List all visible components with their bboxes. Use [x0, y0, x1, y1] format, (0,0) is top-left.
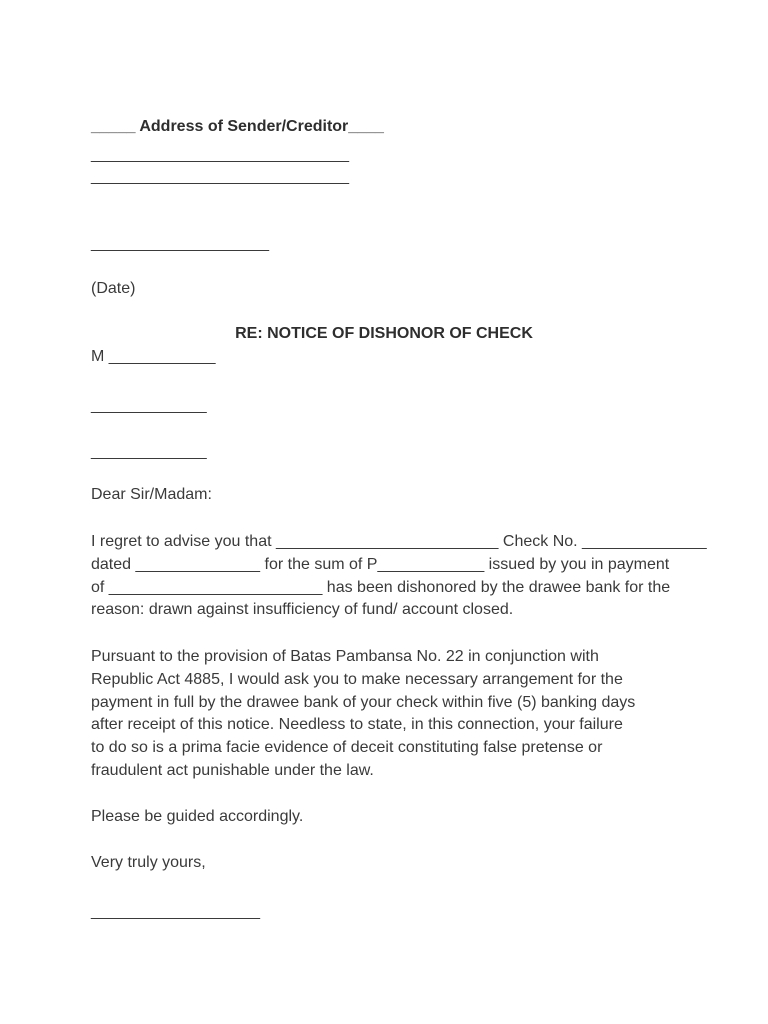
closing-valediction: Very truly yours, — [91, 854, 206, 871]
addressee-blank-2: _____________ — [91, 443, 207, 460]
paragraph-line: Republic Act 4885, I would ask you to make necessary arrangement for the — [91, 670, 623, 688]
paragraph-line: reason: drawn against insufficiency of fund/ account closed. — [91, 601, 514, 619]
paragraph-line: Pursuant to the provision of Batas Pambansa No. 22 in conjunction with — [91, 648, 599, 665]
paragraph-legal — [91, 646, 691, 783]
salutation: Dear Sir/Madam: — [91, 486, 212, 503]
subject-heading: RE: NOTICE OF DISHONOR OF CHECK — [235, 325, 533, 342]
date-blank: ____________________ — [91, 235, 269, 252]
addressee-blank-1: _____________ — [91, 397, 207, 414]
paragraph-notice — [91, 531, 707, 622]
sender-address-blank-2: _____________________________ — [91, 168, 350, 185]
addressee-line: M ____________ — [91, 348, 216, 365]
paragraph-line: fraudulent act punishable under the law. — [91, 761, 374, 779]
paragraph-line: to do so is a prima facie evidence of deceit constituting false pretense or — [91, 739, 603, 757]
paragraph-line: I regret to advise you that _________________________ Check No. ______________ — [91, 533, 707, 550]
date-label: (Date) — [91, 280, 136, 297]
paragraph-line: payment in full by the drawee bank of your check within five (5) banking days — [91, 693, 636, 711]
paragraph-line: after receipt of this notice. Needless to state, in this connection, your failure — [91, 716, 623, 734]
sender-address-blank-1: _____________________________ — [91, 146, 350, 163]
sender-address-heading: _____ Address of Sender/Creditor____ — [91, 118, 384, 135]
closing-guidance: Please be guided accordingly. — [91, 808, 304, 825]
paragraph-line: of ________________________ has been dishonored by the drawee bank for the — [91, 578, 671, 596]
signature-blank: ___________________ — [91, 903, 261, 920]
paragraph-line: dated ______________ for the sum of P____________ issued by you in payment — [91, 555, 670, 573]
